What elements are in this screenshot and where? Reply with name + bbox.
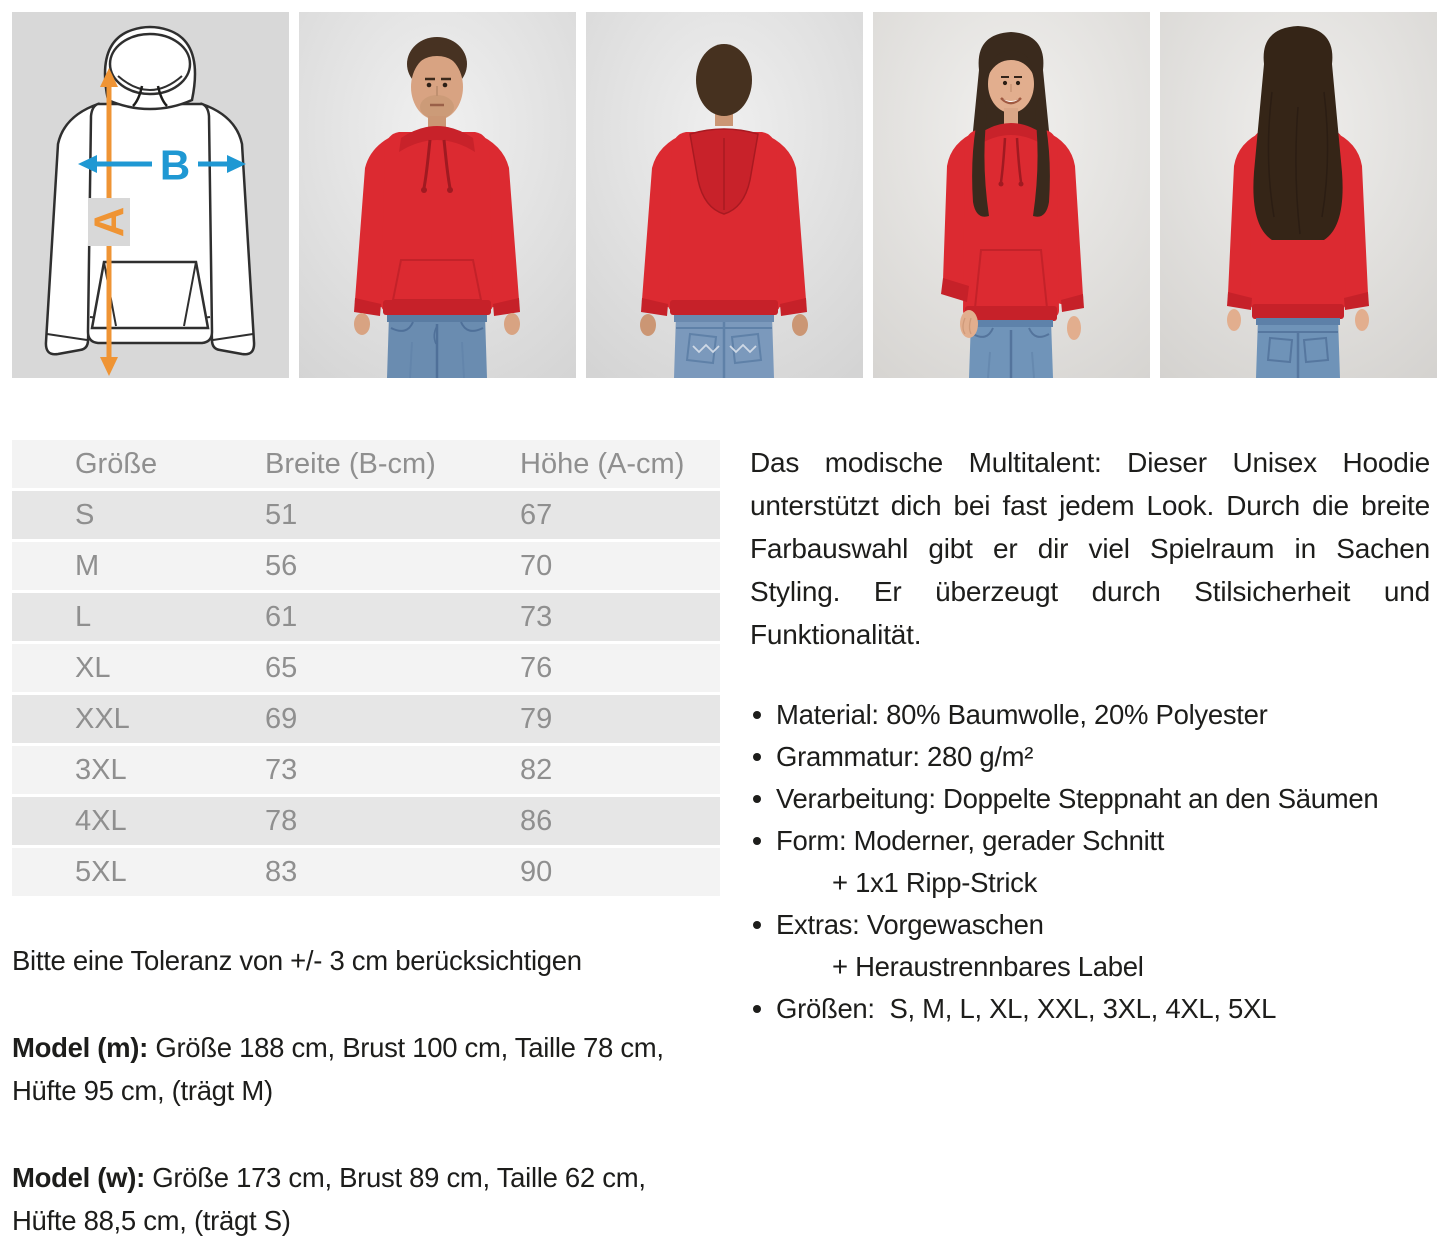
size-table xyxy=(12,437,720,899)
spec-grammatur-text: Grammatur: 280 g/m² xyxy=(776,741,1034,772)
table-row-3xl: 3XL 73 82 xyxy=(12,746,720,794)
table-row-xl: XL 65 76 xyxy=(12,644,720,692)
spec-grammatur xyxy=(750,736,1430,778)
man-back-photo xyxy=(586,12,863,378)
measure-label-a: A xyxy=(85,206,133,238)
woman-back-photo xyxy=(1160,12,1437,378)
photo-woman-front[interactable] xyxy=(873,12,1150,378)
photo-man-front[interactable] xyxy=(299,12,576,378)
product-description: Das modische Multitalent: Dieser Unisex Hoodie unterstützt dich bei fast jedem Look. Durch die breite Farbauswahl gibt er dir viel Spielraum in Sachen Styling. Er überzeugt durch Stilsicherheit und Funktionalität. xyxy=(750,447,1430,650)
model-w-note xyxy=(12,1156,674,1242)
col-header-groesse: Größe xyxy=(75,447,158,480)
hoodie-measure-illustration xyxy=(12,12,289,378)
model-m-label: Model (m): xyxy=(12,1032,149,1063)
spec-form-text: Form: Moderner, gerader Schnitt xyxy=(776,825,1165,856)
model-m-note xyxy=(12,1026,674,1112)
photo-man-back[interactable] xyxy=(586,12,863,378)
woman-front-photo xyxy=(873,12,1150,378)
spec-groessen-text: Größen: S, M, L, XL, XXL, 3XL, 4XL, 5XL xyxy=(776,993,1277,1024)
man-front-photo xyxy=(299,12,576,378)
spec-groessen xyxy=(750,988,1430,1030)
model-w-text: Größe 173 cm, Brust 89 cm, Taille 62 cm, Hüfte 88,5 cm, (trägt S) xyxy=(12,1162,646,1236)
size-info-column xyxy=(12,437,720,1242)
table-row-4xl: 4XL 78 86 xyxy=(12,797,720,845)
col-header-breite: Breite (B-cm) xyxy=(265,447,436,480)
spec-form xyxy=(750,820,1430,904)
photo-woman-back[interactable] xyxy=(1160,12,1437,378)
size-diagram[interactable] xyxy=(12,12,289,378)
spec-extras xyxy=(750,904,1430,988)
spec-extras-sub: + Heraustrennbares Label xyxy=(832,951,1144,982)
spec-material xyxy=(750,694,1430,736)
table-row-l: L 61 73 xyxy=(12,593,720,641)
spec-verarbeitung-text: Verarbeitung: Doppelte Steppnaht an den Säumen xyxy=(776,783,1379,814)
tolerance-note: Bitte eine Toleranz von +/- 3 cm berücksichtigen xyxy=(12,945,582,976)
table-row-5xl: 5XL 83 90 xyxy=(12,848,720,896)
product-gallery xyxy=(12,12,1437,378)
model-m-text: Größe 188 cm, Brust 100 cm, Taille 78 cm, Hüfte 95 cm, (trägt M) xyxy=(12,1032,664,1106)
details-section xyxy=(12,437,1430,1242)
spec-list xyxy=(750,694,1430,1030)
description-column xyxy=(750,441,1430,1242)
col-header-hoehe: Höhe (A-cm) xyxy=(520,447,685,480)
model-w-label: Model (w): xyxy=(12,1162,145,1193)
spec-material-text: Material: 80% Baumwolle, 20% Polyester xyxy=(776,699,1268,730)
spec-form-sub: + 1x1 Ripp-Strick xyxy=(832,867,1038,898)
spec-extras-text: Extras: Vorgewaschen xyxy=(776,909,1044,940)
spec-verarbeitung xyxy=(750,778,1430,820)
measure-label-b: B xyxy=(159,141,191,189)
table-row-xxl: XXL 69 79 xyxy=(12,695,720,743)
size-table-header-row xyxy=(12,440,720,488)
table-row-m: M 56 70 xyxy=(12,542,720,590)
table-row-s: S 51 67 xyxy=(12,491,720,539)
